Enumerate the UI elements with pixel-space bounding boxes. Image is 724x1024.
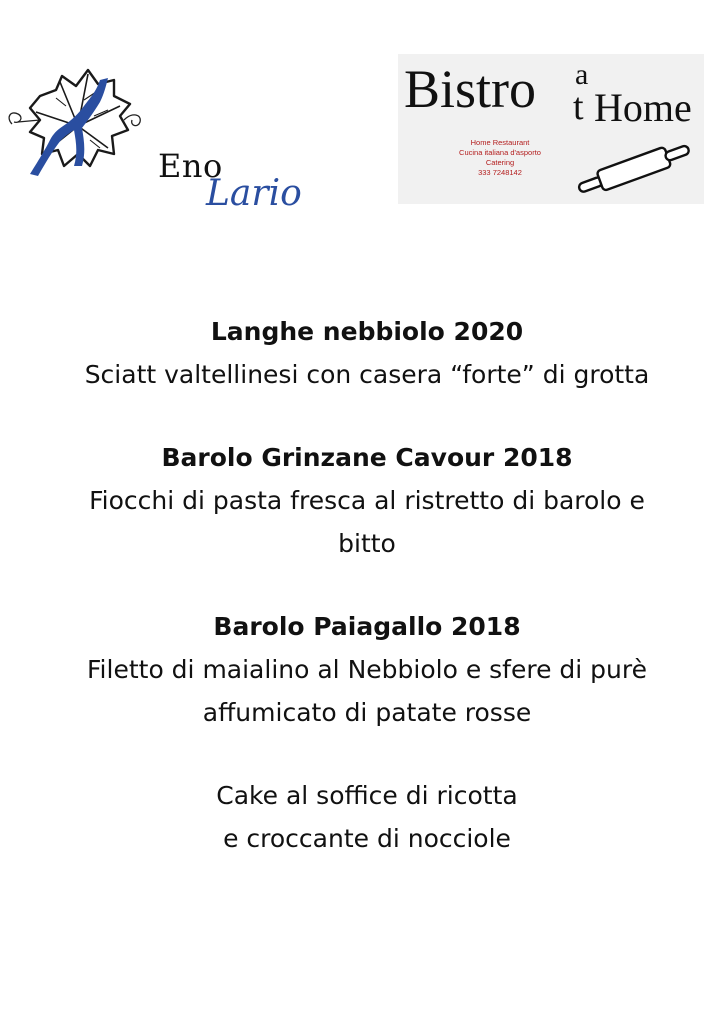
dessert-line-2: e croccante di nocciole — [223, 824, 511, 853]
dessert-line-1: Cake al soffice di ricotta — [216, 781, 518, 810]
bistro-at-a: a — [575, 58, 589, 91]
dish-2-line-2: bitto — [338, 529, 396, 558]
wine-pairing-3: Barolo Paiagallo 2018 — [213, 612, 521, 641]
enolario-logo — [4, 62, 324, 214]
bistro-home-word: Home — [594, 85, 692, 130]
course-2 — [30, 436, 704, 565]
bistro-line-catering: Catering — [485, 158, 515, 167]
tasting-menu — [30, 310, 704, 900]
bistro-line-phone: 333 7248142 — [478, 168, 522, 177]
bistro-contact-block — [440, 138, 560, 178]
dish-2-line-1: Fiocchi di pasta fresca al ristretto di barolo e — [89, 486, 645, 515]
dish-1-line-1: Sciatt valtellinesi con casera “forte” di grotta — [84, 360, 650, 389]
bistro-word: Bistro — [404, 59, 537, 119]
wine-pairing-2: Barolo Grinzane Cavour 2018 — [161, 443, 573, 472]
bistro-logo — [398, 54, 704, 204]
rolling-pin-icon — [570, 140, 700, 198]
bistro-line-cucina: Cucina italiana d'asporto — [459, 148, 541, 157]
bistro-line-home-restaurant: Home Restaurant — [470, 138, 530, 147]
dish-3-line-1: Filetto di maialino al Nebbiolo e sfere di purè — [87, 655, 647, 684]
dish-3-line-2: affumicato di patate rosse — [202, 698, 532, 727]
course-3 — [30, 605, 704, 734]
course-4-dessert — [30, 774, 704, 860]
grape-leaf-lake-icon — [4, 62, 164, 192]
enolario-lario-text: Lario — [206, 173, 302, 214]
enolario-eno-text: Eno — [158, 147, 223, 185]
bistro-at-t: t — [573, 86, 584, 128]
wine-pairing-1: Langhe nebbiolo 2020 — [210, 317, 524, 346]
course-1 — [30, 310, 704, 396]
